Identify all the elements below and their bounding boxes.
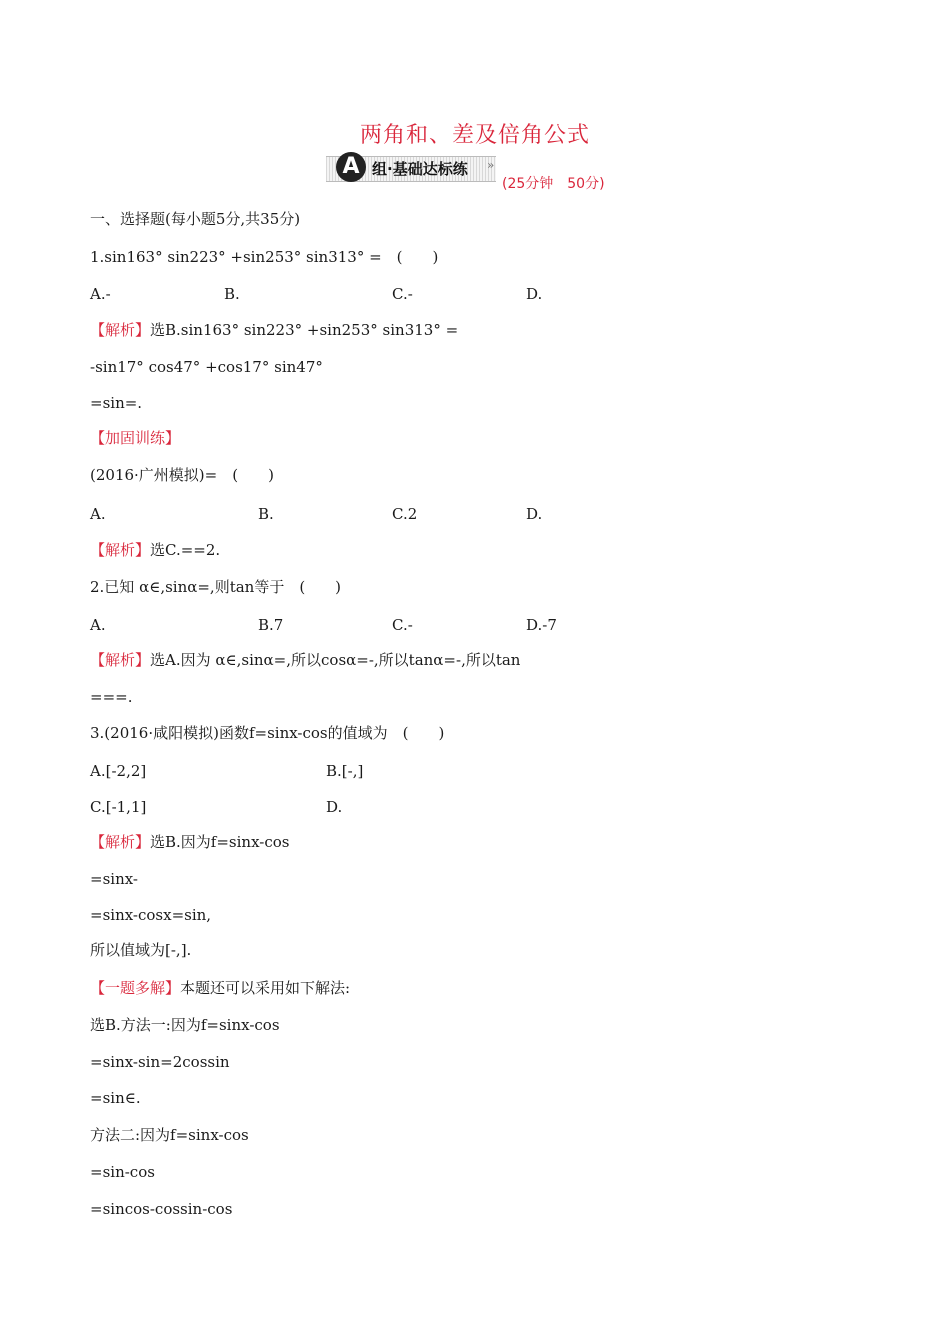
- analysis-text: 选C.==2.: [150, 541, 221, 559]
- group-banner: [326, 152, 498, 184]
- question-1-stem: 1.sin163° sin223° +sin253° sin313° = ( ): [90, 248, 439, 266]
- q2-option-b: B.7: [258, 616, 284, 634]
- multi-line-5: =sin-cos: [90, 1163, 155, 1181]
- analysis-text: 选B.sin163° sin223° +sin253° sin313° =: [150, 321, 459, 339]
- q2-analysis-line-2: ===.: [90, 688, 133, 706]
- reinforce-stem: (2016·广州模拟)= ( ): [90, 466, 274, 484]
- q3-option-b: B.[-,]: [326, 762, 364, 780]
- reinforce-option-a: A.: [90, 505, 106, 523]
- q2-option-a: A.: [90, 616, 106, 634]
- q3-analysis-line-3: =sinx-cosx=sin,: [90, 906, 212, 924]
- multi-line-2: =sinx-sin=2cossin: [90, 1053, 230, 1071]
- page-title: 两角和、差及倍角公式: [359, 123, 590, 148]
- reinforce-analysis: [90, 540, 220, 560]
- analysis-text: 选B.因为f=sinx-cos: [150, 833, 290, 851]
- time-note: (25分钟 50分): [502, 176, 605, 192]
- multi-intro: 本题还可以采用如下解法:: [180, 979, 351, 997]
- analysis-tag: 【解析】: [90, 321, 151, 339]
- q3-analysis-line-4: 所以值域为[-,].: [90, 941, 192, 959]
- analysis-tag: 【解析】: [90, 541, 151, 559]
- q1-analysis: [90, 320, 458, 340]
- q3-option-c: C.[-1,1]: [90, 798, 147, 816]
- multi-tag: 【一题多解】: [90, 979, 181, 997]
- q3-analysis-line-2: =sinx-: [90, 870, 138, 888]
- q2-option-c: C.-: [392, 616, 413, 634]
- analysis-tag: 【解析】: [90, 833, 151, 851]
- multi-line-6: =sincos-cossin-cos: [90, 1200, 233, 1218]
- question-3-stem: 3.(2016·咸阳模拟)函数f=sinx-cos的值域为 ( ): [90, 724, 445, 742]
- q1-option-b: B.: [224, 285, 240, 303]
- q3-option-a: A.[-2,2]: [90, 762, 147, 780]
- reinforce-option-b: B.: [258, 505, 274, 523]
- q3-option-d: D.: [326, 798, 343, 816]
- multi-line-1: 选B.方法一:因为f=sinx-cos: [90, 1016, 280, 1034]
- q3-analysis: [90, 832, 289, 852]
- multi-line-3: =sin∈.: [90, 1089, 141, 1107]
- reinforce-tag: 【加固训练】: [90, 429, 181, 447]
- reinforce-option-d: D.: [526, 505, 543, 523]
- q1-option-d: D.: [526, 285, 543, 303]
- q1-analysis-line-2: -sin17° cos47° +cos17° sin47°: [90, 358, 323, 376]
- q1-option-c: C.-: [392, 285, 413, 303]
- q2-option-d: D.-7: [526, 616, 557, 634]
- group-badge-icon: A: [336, 152, 366, 182]
- multi-solution: [90, 978, 350, 998]
- q2-analysis: [90, 650, 520, 670]
- multi-line-4: 方法二:因为f=sinx-cos: [90, 1126, 249, 1144]
- q1-analysis-line-3: =sin=.: [90, 394, 143, 412]
- section-header: 一、选择题(每小题5分,共35分): [90, 210, 301, 228]
- group-label: 组·基础达标练: [372, 160, 468, 178]
- reinforce-option-c: C.2: [392, 505, 418, 523]
- double-chevron-icon: »: [487, 158, 495, 172]
- analysis-tag: 【解析】: [90, 651, 151, 669]
- q1-option-a: A.-: [90, 285, 111, 303]
- analysis-text: 选A.因为 α∈,sinα=,所以cosα=-,所以tanα=-,所以tan: [150, 651, 521, 669]
- question-2-stem: 2.已知 α∈,sinα=,则tan等于 ( ): [90, 578, 342, 596]
